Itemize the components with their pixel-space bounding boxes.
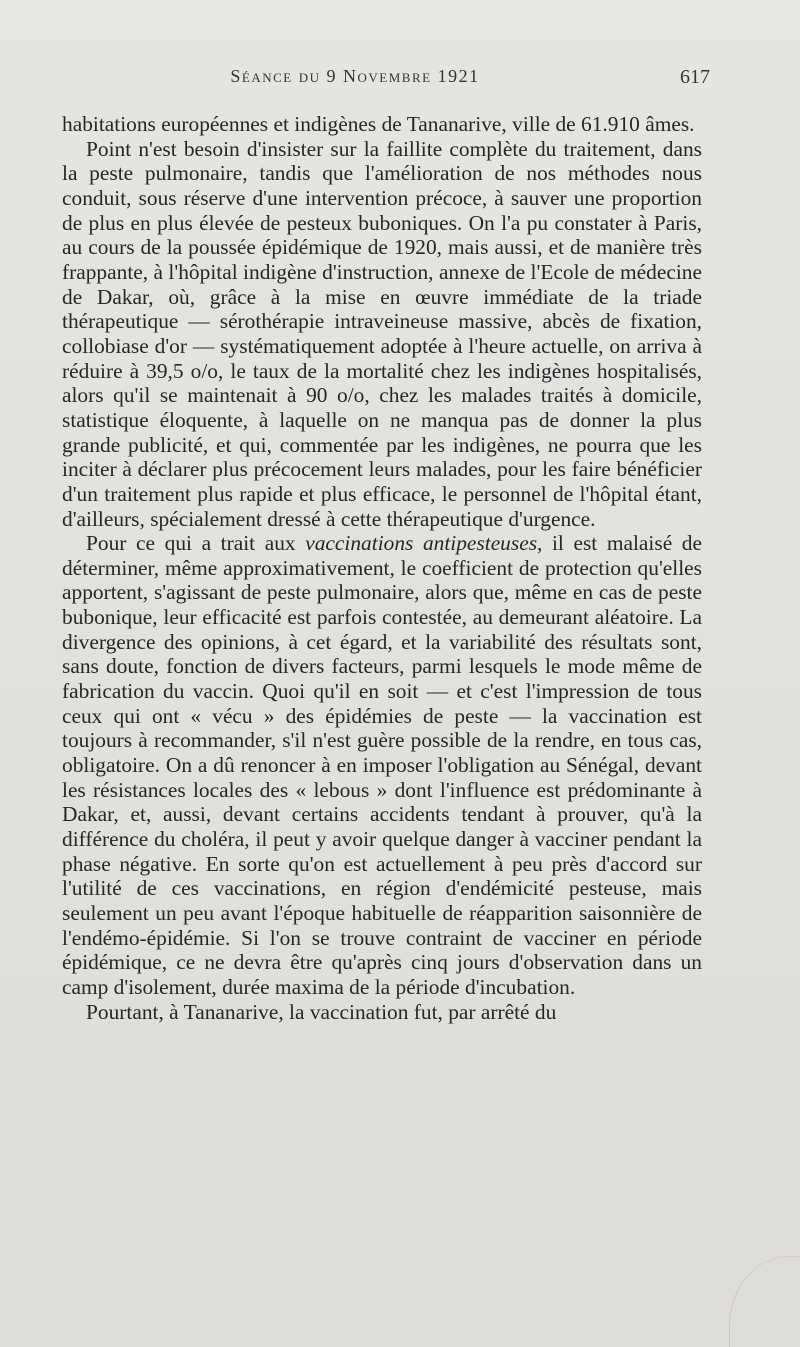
paragraph-vaccinations-start: Pour ce qui a trait aux (86, 531, 306, 556)
page-number: 617 (680, 66, 710, 88)
italic-term: vaccinations antipesteuses (305, 531, 538, 556)
running-head-title: Séance du 9 Novembre 1921 (230, 66, 480, 86)
paragraph-pulmonary-plague: Point n'est besoin d'insister sur la faillite complète du traitement, dans la peste pulmonaire, tandis que l'amélioration de nos méthodes nous conduit, sous réserve d'une intervention précoce, à sauver une proportion de plus en plus élevée de pesteux buboniques. On l'a pu constater à Paris, au cours de la poussée épidémique de 1920, mais aussi, et de manière très frappante, à l'hôpital indigène d'instruction, annexe de l'Ecole de médecine de Dakar, où, grâce à la mise en œuvre immédiate de la triade thérapeutique — sérothérapie intraveineuse massive, abcès de fixation, collobiase d'or — systématiquement adoptée à l'heure actuelle, on arriva à réduire à 39,5 o/o, le taux de la mortalité chez les indigènes hospitalisés, alors qu'il se maintenait à 90 o/o, chez les malades traités à domicile, statistique éloquente, à laquelle on ne manqua pas de donner la plus grande publicité, et qui, commentée par les indigènes, ne pourra que les inciter à déclarer plus précocement leurs malades, pour les faire bénéficier d'un traitement plus rapide et plus efficace, le personnel de l'hôpital étant, d'ailleurs, spécialement dressé à cette thérapeutique d'urgence. (62, 136, 702, 531)
paragraph-vaccinations-rest: , il est malaisé de déterminer, même approximativement, le coefficient de protection qu'elles apportent, s'agissant de peste pulmonaire, alors que, même en cas de peste bubonique, leur efficacité est parfois contestée, au demeurant aléatoire. La divergence des opinions, à cet égard, et la variabilité des résultats sont, sans doute, fonction de divers facteurs, parmi lesquels le mode même de fabrication du vaccin. Quoi qu'il en soit — et c'est l'impression de tous ceux qui ont « vécu » des épidémies de peste — la vaccination est toujours à recommander, s'il n'est guère possible de la rendre, en tous cas, obligatoire. On a dû renoncer à en imposer l'obligation au Sénégal, devant les résistances locales des « lebous » dont l'influence est prédominante à Dakar, et, aussi, devant certains accidents tendant à prouver, qu'à la différence du choléra, il peut y avoir quelque danger à vacciner pendant la phase négative. En sorte qu'on est actuellement à peu près d'accord sur l'utilité de ces vaccinations, en région d'endémicité pesteuse, mais seulement un peu avant l'époque habituelle de réapparition saisonnière de l'endémo-épidémie. Si l'on se trouve contraint de vacciner en période épidémique, ce ne devra être qu'après cinq jours d'observation dans un camp d'isolement, durée maxima de la période d'incubation. (62, 531, 702, 999)
running-head (60, 66, 710, 96)
paragraph-tananarive: Pourtant, à Tananarive, la vaccination fut, par arrêté du (86, 999, 557, 1024)
paragraph-continuation: habitations européennes et indigènes de Tananarive, ville de 61.910 âmes. (62, 112, 695, 136)
page-corner-curl (729, 1256, 800, 1347)
paragraph-vaccinations (62, 531, 702, 999)
body-text (62, 112, 702, 1024)
